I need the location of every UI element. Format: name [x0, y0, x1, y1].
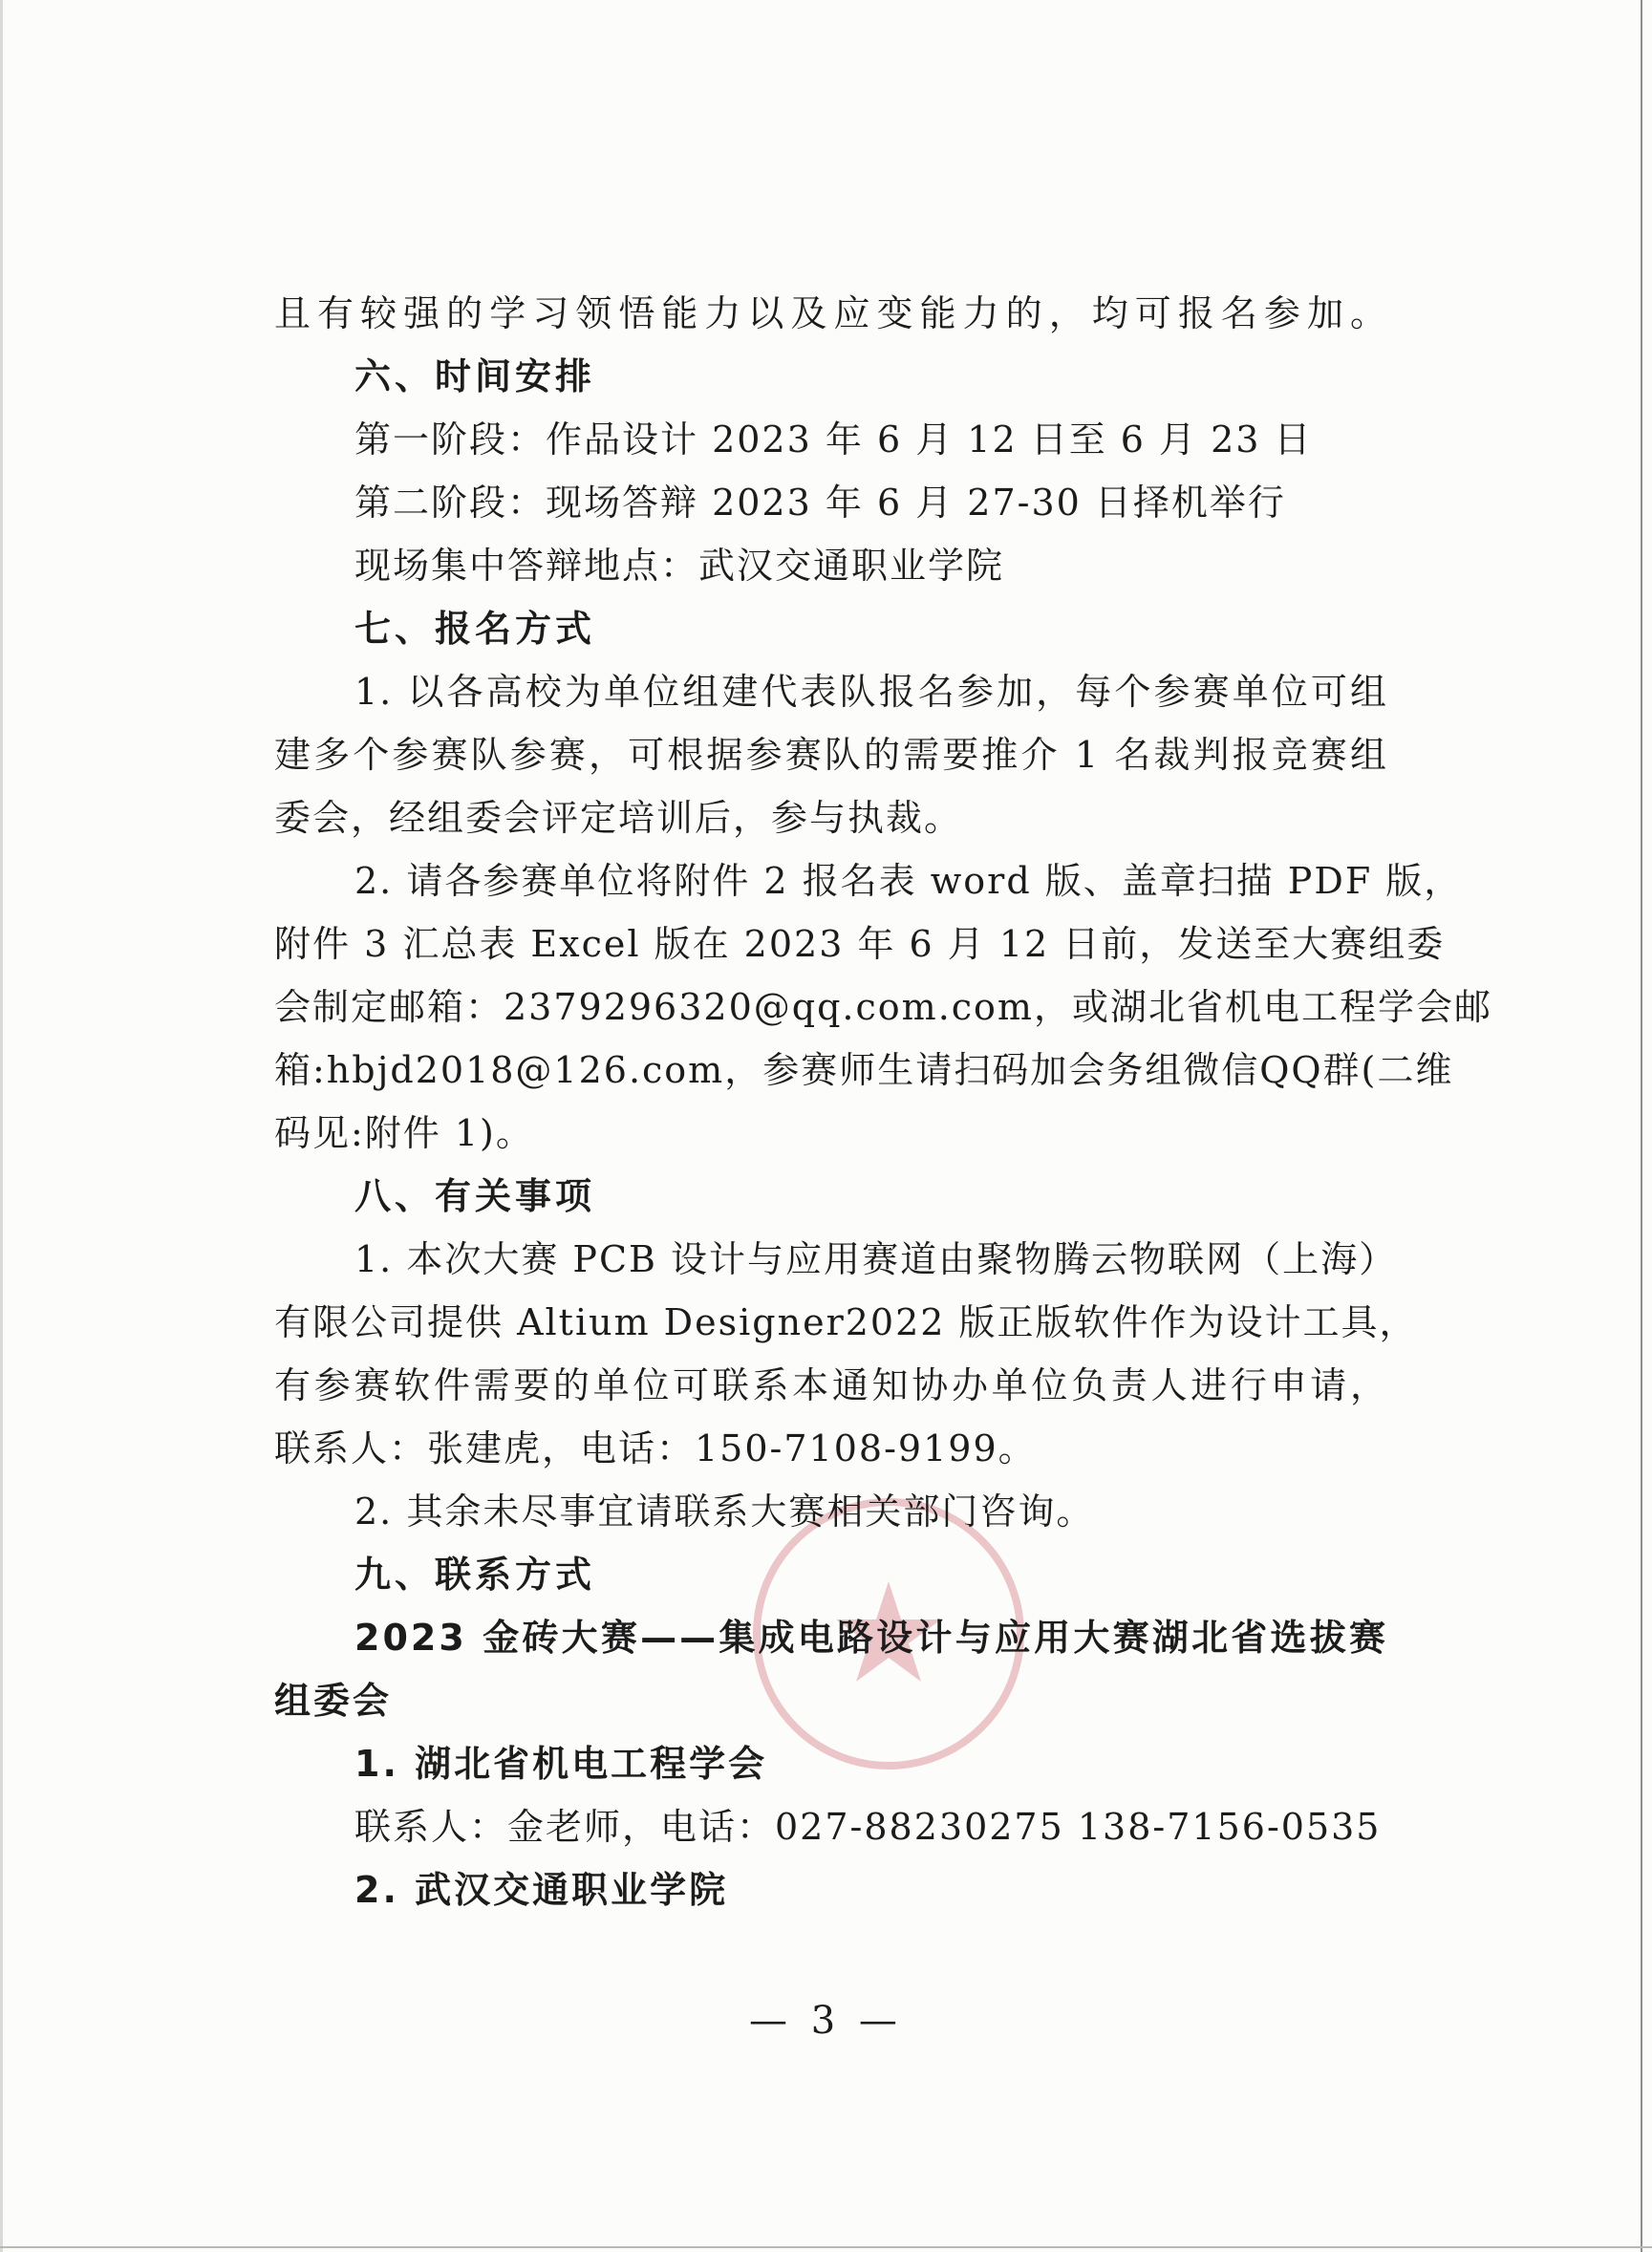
paragraph-line: 现场集中答辩地点：武汉交通职业学院: [354, 545, 1005, 587]
paragraph-line: 有参赛软件需要的单位可联系本通知协办单位负责人进行申请，: [274, 1364, 1388, 1406]
paragraph-line: 1. 以各高校为单位组建代表队报名参加，每个参赛单位可组: [354, 671, 1388, 713]
paragraph-line: 2. 其余未尽事宜请联系大赛相关部门咨询。: [354, 1491, 1095, 1533]
document-body: [274, 282, 1492, 1921]
paragraph-line: 2023 金砖大赛——集成电路设计与应用大赛湖北省选拔赛: [354, 1617, 1388, 1659]
paragraph-line: 附件 3 汇总表 Excel 版在 2023 年 6 月 12 日前，发送至大赛组委: [274, 923, 1446, 965]
paragraph-line: 有限公司提供 Altium Designer2022 版正版软件作为设计工具，: [274, 1301, 1418, 1343]
page-edge-bottom: [0, 2246, 1652, 2248]
paragraph-line: 箱:hbjd2018@126.com，参赛师生请扫码加会务组微信QQ群(二维: [274, 1049, 1454, 1091]
paragraph-line: 第一阶段：作品设计 2023 年 6 月 12 日至 6 月 23 日: [354, 418, 1313, 461]
section-heading-registration: 七、报名方式: [354, 608, 596, 650]
paragraph-line: 第二阶段：现场答辩 2023 年 6 月 27-30 日择机举行: [354, 482, 1286, 524]
paragraph-line: 会制定邮箱：2379296320@qq.com.com，或湖北省机电工程学会邮: [274, 986, 1492, 1028]
paragraph-line: 2. 武汉交通职业学院: [354, 1869, 729, 1911]
paragraph-line: 且有较强的学习领悟能力以及应变能力的，均可报名参加。: [274, 292, 1388, 334]
paragraph-line: 联系人：张建虎，电话：150-7108-9199。: [274, 1427, 1037, 1469]
page-number: — 3 —: [749, 1999, 903, 2043]
section-heading-notes: 八、有关事项: [354, 1175, 596, 1217]
section-heading-contact: 九、联系方式: [354, 1554, 596, 1596]
paragraph-line: 1. 湖北省机电工程学会: [354, 1743, 768, 1785]
page-edge-right: [1641, 0, 1642, 2252]
page-edge-left: [0, 0, 3, 2252]
section-heading-schedule: 六、时间安排: [354, 355, 596, 397]
paragraph-line: 1. 本次大赛 PCB 设计与应用赛道由聚物腾云物联网（上海）: [354, 1238, 1398, 1280]
paragraph-line: 联系人：金老师，电话：027-88230275 138-7156-0535: [354, 1806, 1382, 1848]
paragraph-line: 组委会: [274, 1680, 393, 1722]
paragraph-line: 委会，经组委会评定培训后，参与执裁。: [274, 797, 963, 839]
paragraph-line: 2. 请各参赛单位将附件 2 报名表 word 版、盖章扫描 PDF 版，: [354, 860, 1463, 902]
paragraph-line: 码见:附件 1)。: [274, 1112, 534, 1154]
paragraph-line: 建多个参赛队参赛，可根据参赛队的需要推介 1 名裁判报竞赛组: [274, 734, 1388, 776]
